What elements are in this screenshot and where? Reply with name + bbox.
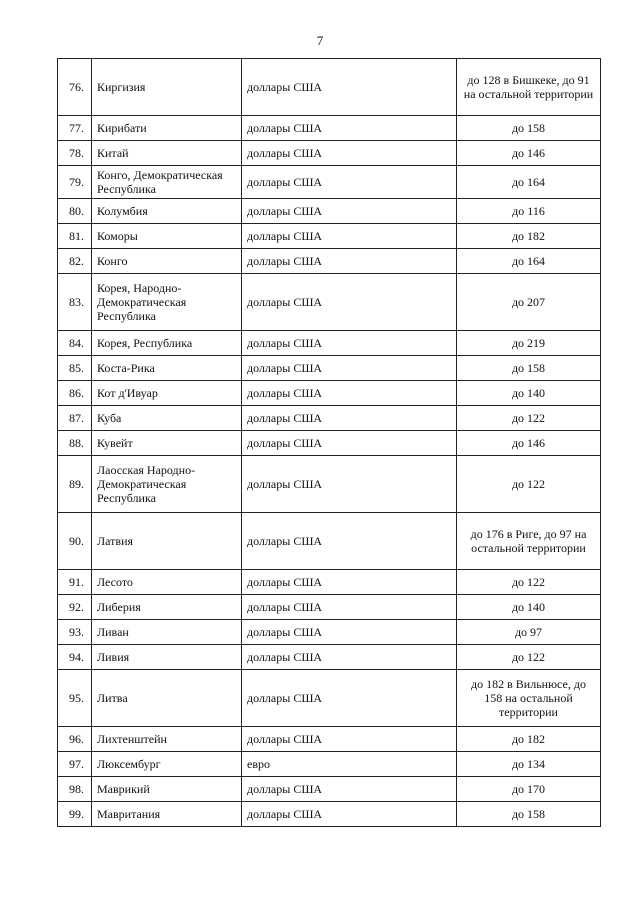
country-cell: Коморы [92, 224, 242, 249]
row-number: 76. [58, 59, 92, 116]
norm-text: до 207 [511, 295, 546, 309]
table-row [58, 331, 601, 356]
currency-cell: доллары США [242, 381, 457, 406]
table-row [58, 356, 601, 381]
table-row [58, 570, 601, 595]
currency-cell: доллары США [242, 802, 457, 827]
norm-text: до 176 в Риге, до 97 на остальной территории [470, 527, 587, 555]
norm-text: до 182 [511, 229, 546, 243]
currency-cell: доллары США [242, 645, 457, 670]
table-row [58, 645, 601, 670]
norm-cell [457, 752, 601, 777]
norm-text: до 164 [511, 175, 546, 189]
page-number: 7 [316, 33, 324, 48]
norm-text: до 146 [511, 436, 546, 450]
row-number: 94. [58, 645, 92, 670]
norm-cell [457, 274, 601, 331]
country-cell: Лаосская Народно-Демократическая Республика [92, 456, 242, 513]
currency-cell: доллары США [242, 141, 457, 166]
row-number: 85. [58, 356, 92, 381]
row-number: 83. [58, 274, 92, 331]
country-cell: Маврикий [92, 777, 242, 802]
row-number: 80. [58, 199, 92, 224]
norm-text: до 140 [511, 386, 546, 400]
norm-text: до 140 [511, 600, 546, 614]
table-row [58, 727, 601, 752]
currency-cell: доллары США [242, 777, 457, 802]
table-row [58, 595, 601, 620]
norm-text: до 182 в Вильнюсе, до 158 на остальной территории [471, 677, 586, 719]
country-cell: Корея, Республика [92, 331, 242, 356]
norm-text: до 122 [511, 411, 546, 425]
row-number: 93. [58, 620, 92, 645]
norm-text: до 146 [511, 146, 546, 160]
table-row [58, 116, 601, 141]
currency-cell: доллары США [242, 356, 457, 381]
currency-cell: доллары США [242, 249, 457, 274]
norm-cell [457, 456, 601, 513]
row-number: 91. [58, 570, 92, 595]
row-number: 82. [58, 249, 92, 274]
currency-cell: доллары США [242, 431, 457, 456]
norm-text: до 122 [511, 650, 546, 664]
table-row [58, 802, 601, 827]
norm-cell [457, 670, 601, 727]
country-cell: Конго, Демократическая Республика [92, 166, 242, 199]
currency-cell: доллары США [242, 595, 457, 620]
row-number: 99. [58, 802, 92, 827]
currency-cell: доллары США [242, 199, 457, 224]
table-row [58, 431, 601, 456]
country-cell: Кирибати [92, 116, 242, 141]
table-row [58, 249, 601, 274]
currency-cell: доллары США [242, 620, 457, 645]
currency-cell: доллары США [242, 166, 457, 199]
table-row [58, 777, 601, 802]
row-number: 78. [58, 141, 92, 166]
table-row [58, 199, 601, 224]
country-cell: Куба [92, 406, 242, 431]
row-number: 89. [58, 456, 92, 513]
norm-cell [457, 513, 601, 570]
norm-cell [457, 620, 601, 645]
norm-text: до 182 [511, 732, 546, 746]
row-number: 88. [58, 431, 92, 456]
norm-text: до 97 [514, 625, 543, 639]
norm-text: до 116 [512, 204, 545, 218]
country-cell: Киргизия [92, 59, 242, 116]
norm-text: до 122 [511, 477, 546, 491]
table-row [58, 620, 601, 645]
norm-cell [457, 727, 601, 752]
norm-cell [457, 570, 601, 595]
currency-cell: доллары США [242, 513, 457, 570]
row-number: 97. [58, 752, 92, 777]
currency-cell: доллары США [242, 670, 457, 727]
norm-cell [457, 166, 601, 199]
row-number: 77. [58, 116, 92, 141]
table-row [58, 166, 601, 199]
country-cell: Латвия [92, 513, 242, 570]
norm-cell [457, 249, 601, 274]
currency-cell: евро [242, 752, 457, 777]
currency-cell: доллары США [242, 331, 457, 356]
norm-cell [457, 141, 601, 166]
currency-cell: доллары США [242, 116, 457, 141]
row-number: 84. [58, 331, 92, 356]
norm-cell [457, 381, 601, 406]
country-cell: Ливия [92, 645, 242, 670]
norm-text: до 219 [511, 336, 546, 350]
country-cell: Ливан [92, 620, 242, 645]
currency-cell: доллары США [242, 224, 457, 249]
norm-cell [457, 645, 601, 670]
norm-text: до 134 [511, 757, 546, 771]
country-cell: Лихтенштейн [92, 727, 242, 752]
country-cell: Кот д'Ивуар [92, 381, 242, 406]
table-body [58, 59, 601, 827]
table-row [58, 381, 601, 406]
country-cell: Мавритания [92, 802, 242, 827]
table-row [58, 513, 601, 570]
country-cell: Либерия [92, 595, 242, 620]
country-cell: Китай [92, 141, 242, 166]
norm-cell [457, 356, 601, 381]
country-cell: Литва [92, 670, 242, 727]
table-row [58, 59, 601, 116]
country-cell: Люксембург [92, 752, 242, 777]
norm-text: до 170 [511, 782, 546, 796]
country-cell: Коста-Рика [92, 356, 242, 381]
table-row [58, 274, 601, 331]
table-row [58, 752, 601, 777]
norm-cell [457, 777, 601, 802]
currency-cell: доллары США [242, 456, 457, 513]
norm-cell [457, 802, 601, 827]
row-number: 81. [58, 224, 92, 249]
row-number: 90. [58, 513, 92, 570]
country-cell: Корея, Народно-Демократическая Республика [92, 274, 242, 331]
norm-cell [457, 431, 601, 456]
row-number: 96. [58, 727, 92, 752]
country-cell: Конго [92, 249, 242, 274]
table-row [58, 670, 601, 727]
table-row [58, 456, 601, 513]
country-cell: Кувейт [92, 431, 242, 456]
norm-text: до 158 [511, 121, 546, 135]
norm-text: до 128 в Бишкеке, до 91 на остальной территории [463, 73, 594, 101]
row-number: 86. [58, 381, 92, 406]
row-number: 87. [58, 406, 92, 431]
norm-cell [457, 199, 601, 224]
norm-cell [457, 406, 601, 431]
currency-cell: доллары США [242, 727, 457, 752]
country-cell: Колумбия [92, 199, 242, 224]
row-number: 79. [58, 166, 92, 199]
norm-text: до 164 [511, 254, 546, 268]
norm-text: до 158 [511, 361, 546, 375]
norm-text: до 122 [511, 575, 546, 589]
currency-cell: доллары США [242, 406, 457, 431]
norm-cell [457, 595, 601, 620]
norms-table [57, 58, 601, 827]
norm-cell [457, 331, 601, 356]
table-row [58, 406, 601, 431]
country-cell: Лесото [92, 570, 242, 595]
currency-cell: доллары США [242, 59, 457, 116]
table-row [58, 224, 601, 249]
norm-cell [457, 116, 601, 141]
row-number: 98. [58, 777, 92, 802]
currency-cell: доллары США [242, 570, 457, 595]
row-number: 95. [58, 670, 92, 727]
norm-text: до 158 [511, 807, 546, 821]
currency-cell: доллары США [242, 274, 457, 331]
table-row [58, 141, 601, 166]
norm-cell [457, 59, 601, 116]
norm-cell [457, 224, 601, 249]
row-number: 92. [58, 595, 92, 620]
